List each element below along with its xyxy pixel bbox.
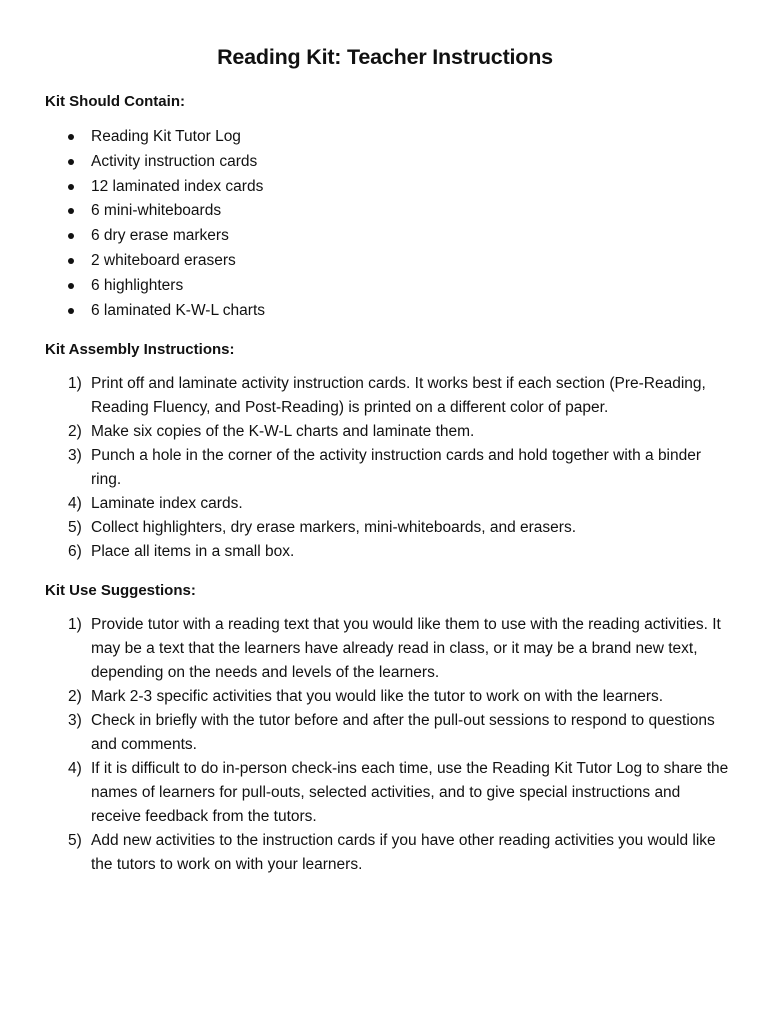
bullet-icon — [68, 159, 74, 165]
list-item-text: 6 highlighters — [91, 276, 184, 294]
contents-heading: Kit Should Contain: — [45, 93, 185, 110]
bullet-icon — [68, 134, 74, 140]
item-text: Provide tutor with a reading text that you would like them to use with the reading activities. It may be a text that the learners have already read in class, or it may be a brand new text, depending on the needs and levels of the learners. — [91, 616, 721, 681]
item-text: Mark 2-3 specific activities that you would like the tutor to work on with the learners. — [91, 688, 664, 705]
bullet-icon — [68, 184, 74, 190]
item-number: 1) — [68, 616, 82, 633]
numbered-item — [0, 540, 770, 564]
numbered-item — [0, 372, 770, 420]
bullet-icon — [68, 283, 74, 289]
list-item — [0, 125, 265, 150]
page-title: Reading Kit: Teacher Instructions — [217, 45, 553, 69]
numbered-item — [0, 709, 770, 757]
item-number: 3) — [68, 712, 82, 729]
item-number: 1) — [68, 375, 82, 392]
list-item-text: 12 laminated index cards — [91, 177, 264, 195]
numbered-item — [0, 420, 770, 444]
list-item-text: 2 whiteboard erasers — [91, 251, 236, 269]
item-number: 5) — [68, 519, 82, 536]
item-text: Print off and laminate activity instruction cards. It works best if each section (Pre-Reading, Reading Fluency, and Post-Reading) is printed on a different color of paper. — [91, 375, 706, 416]
list-item — [0, 274, 265, 299]
assembly-list — [0, 372, 770, 564]
item-text: Collect highlighters, dry erase markers, mini-whiteboards, and erasers. — [91, 519, 577, 536]
bullet-icon — [68, 308, 74, 314]
assembly-heading: Kit Assembly Instructions: — [45, 341, 235, 358]
list-item-text: 6 mini-whiteboards — [91, 202, 222, 220]
list-item-text: Activity instruction cards — [91, 152, 258, 170]
contents-list — [0, 125, 265, 323]
list-item-text: 6 laminated K-W-L charts — [91, 301, 266, 319]
item-number: 3) — [68, 447, 82, 464]
list-item-text: 6 dry erase markers — [91, 227, 229, 245]
numbered-item — [0, 516, 770, 540]
item-number: 2) — [68, 423, 82, 440]
bullet-icon — [68, 233, 74, 239]
list-item — [0, 299, 265, 324]
item-number: 4) — [68, 495, 82, 512]
numbered-item — [0, 444, 770, 492]
item-text: Make six copies of the K-W-L charts and laminate them. — [91, 423, 475, 440]
item-number: 5) — [68, 832, 82, 849]
list-item — [0, 199, 265, 224]
numbered-item — [0, 757, 770, 829]
item-number: 2) — [68, 688, 82, 705]
numbered-item — [0, 685, 770, 709]
list-item — [0, 249, 265, 274]
item-text: If it is difficult to do in-person check-ins each time, use the Reading Kit Tutor Log to share the names of learners for pull-outs, selected activities, and to give special instructions and receive feedback from the tutors. — [91, 760, 729, 825]
list-item — [0, 150, 265, 175]
item-number: 4) — [68, 760, 82, 777]
item-text: Check in briefly with the tutor before and after the pull-out sessions to respond to questions and comments. — [91, 712, 715, 753]
bullet-icon — [68, 258, 74, 264]
list-item-text: Reading Kit Tutor Log — [91, 128, 241, 145]
suggestions-heading: Kit Use Suggestions: — [45, 582, 196, 599]
item-text: Place all items in a small box. — [91, 543, 295, 560]
item-text: Add new activities to the instruction cards if you have other reading activities you would like the tutors to work on with your learners. — [91, 832, 716, 873]
numbered-item — [0, 613, 770, 685]
list-item — [0, 224, 265, 249]
numbered-item — [0, 829, 770, 877]
item-text: Punch a hole in the corner of the activity instruction cards and hold together with a binder ring. — [91, 447, 702, 488]
numbered-item — [0, 492, 770, 516]
list-item — [0, 175, 265, 200]
item-number: 6) — [68, 543, 82, 560]
bullet-icon — [68, 208, 74, 214]
suggestions-list — [0, 613, 770, 877]
item-text: Laminate index cards. — [91, 495, 243, 512]
